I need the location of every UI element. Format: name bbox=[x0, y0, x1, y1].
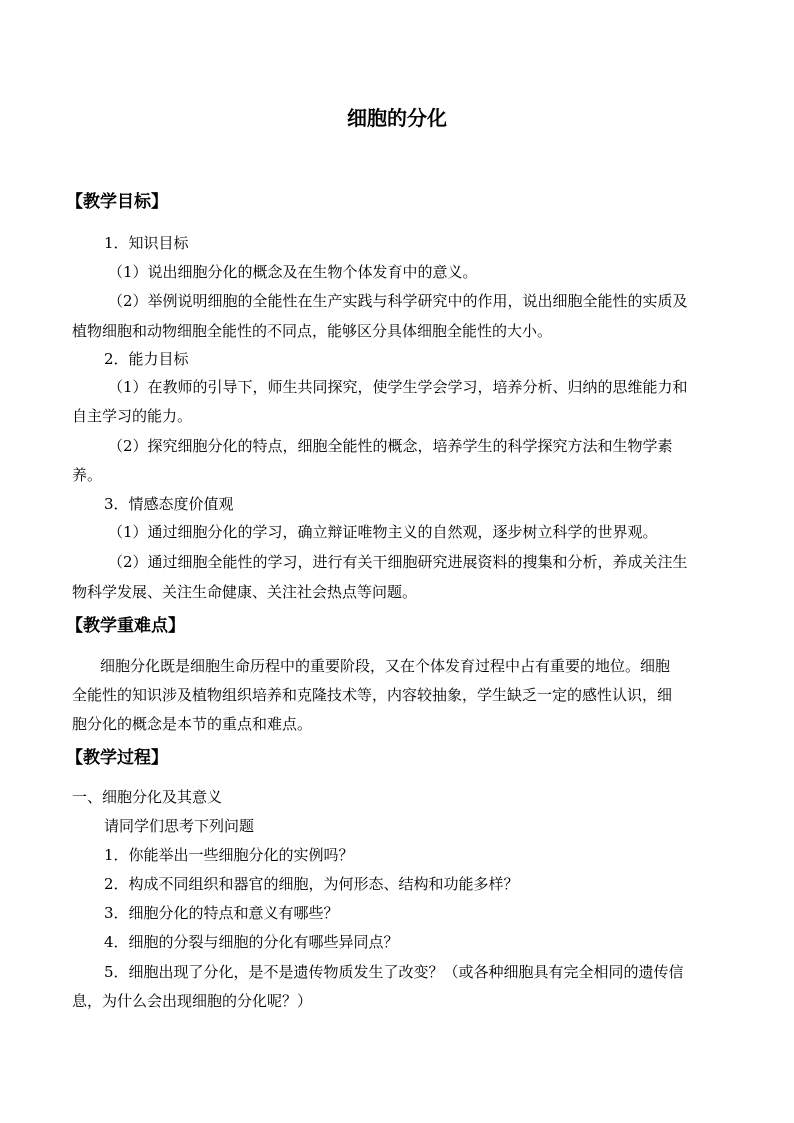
paragraph-line: 2．能力目标 bbox=[104, 350, 189, 368]
paragraph-line: 5．细胞出现了分化，是不是遗传物质发生了改变？（或各种细胞具有完全相同的遗传信 bbox=[104, 963, 684, 981]
paragraph-line: 植物细胞和动物细胞全能性的不同点，能够区分具体细胞全能性的大小。 bbox=[72, 322, 553, 340]
paragraph-line: 1．知识目标 bbox=[104, 234, 189, 252]
paragraph-line: 息，为什么会出现细胞的分化呢？） bbox=[72, 992, 313, 1010]
page-title: 细胞的分化 bbox=[347, 106, 447, 130]
section-heading-keypoints: 【教学重难点】 bbox=[66, 616, 185, 636]
paragraph-line: （2）举例说明细胞的全能性在生产实践与科学研究中的作用，说出细胞全能性的实质及 bbox=[108, 292, 688, 310]
paragraph-line: 4．细胞的分裂与细胞的分化有哪些异同点？ bbox=[104, 933, 399, 951]
paragraph-line: 物科学发展、关注生命健康、关注社会热点等问题。 bbox=[72, 583, 418, 601]
paragraph-line: （2）探究细胞分化的特点，细胞全能性的概念，培养学生的科学探究方法和生物学素 bbox=[108, 437, 673, 455]
paragraph-line: 自主学习的能力。 bbox=[72, 407, 193, 425]
paragraph-line: 2．构成不同组织和器官的细胞，为何形态、结构和功能多样？ bbox=[104, 875, 519, 893]
paragraph-line: （2）通过细胞全能性的学习，进行有关干细胞研究进展资料的搜集和分析，养成关注生 bbox=[108, 553, 688, 571]
paragraph-line: 细胞分化既是细胞生命历程中的重要阶段，又在个体发育过程中占有重要的地位。细胞 bbox=[100, 657, 671, 675]
section-heading-objectives: 【教学目标】 bbox=[66, 192, 168, 212]
paragraph-line: （1）说出细胞分化的概念及在生物个体发育中的意义。 bbox=[108, 263, 478, 281]
paragraph-line: 3．细胞分化的特点和意义有哪些？ bbox=[104, 904, 339, 922]
paragraph-line: 1．你能举出一些细胞分化的实例吗？ bbox=[104, 846, 354, 864]
paragraph-line: 请同学们思考下列问题 bbox=[104, 817, 255, 835]
paragraph-line: 3．情感态度价值观 bbox=[104, 495, 234, 513]
paragraph-line: 一、细胞分化及其意义 bbox=[72, 788, 223, 806]
paragraph-line: 全能性的知识涉及植物组织培养和克隆技术等，内容较抽象，学生缺乏一定的感性认识，细 bbox=[72, 686, 673, 704]
paragraph-line: （1）在教师的引导下，师生共同探究，使学生学会学习，培养分析、归纳的思维能力和 bbox=[108, 378, 688, 396]
paragraph-line: 胞分化的概念是本节的重点和难点。 bbox=[72, 715, 313, 733]
paragraph-line: （1）通过细胞分化的学习，确立辩证唯物主义的自然观，逐步树立科学的世界观。 bbox=[108, 523, 658, 541]
paragraph-line: 养。 bbox=[72, 466, 103, 484]
section-heading-process: 【教学过程】 bbox=[66, 748, 168, 768]
